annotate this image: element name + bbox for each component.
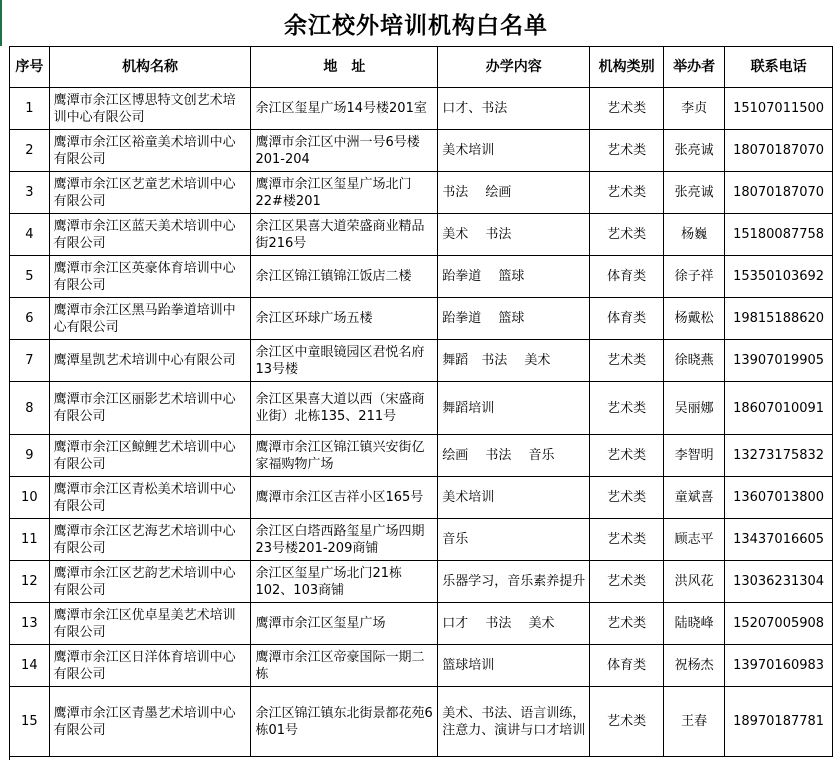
cell-organizer[interactable]: 李贞 xyxy=(664,88,725,130)
cell-content[interactable]: 舞蹈 书法 美术 xyxy=(438,340,590,382)
cell-organizer[interactable]: 王春 xyxy=(664,687,725,757)
cell-organizer[interactable]: 徐晓燕 xyxy=(664,340,725,382)
cell-category[interactable]: 体育类 xyxy=(590,645,664,687)
cell-content[interactable]: 乐器学习，音乐素养提升 xyxy=(438,561,590,603)
table-row xyxy=(10,256,833,298)
cell-name[interactable]: 鹰潭市余江区蓝天美术培训中心有限公司 xyxy=(49,214,251,256)
cell-organizer[interactable]: 童斌喜 xyxy=(664,477,725,519)
cell-no[interactable]: 12 xyxy=(10,561,50,603)
cell-phone[interactable]: 18070187070 xyxy=(725,130,833,172)
cell-no[interactable]: 4 xyxy=(10,214,50,256)
cell-organizer[interactable]: 吴丽娜 xyxy=(664,382,725,435)
cell-name[interactable]: 鹰潭市余江区英豪体育培训中心有限公司 xyxy=(49,256,251,298)
cell-phone[interactable]: 15180087758 xyxy=(725,214,833,256)
cell-content[interactable]: 舞蹈培训 xyxy=(438,382,590,435)
table-row xyxy=(10,687,833,757)
cell-phone[interactable]: 18607010091 xyxy=(725,382,833,435)
table-row xyxy=(10,88,833,130)
cell-category[interactable]: 艺术类 xyxy=(590,340,664,382)
cell-phone[interactable]: 13036231304 xyxy=(725,561,833,603)
cell-name[interactable]: 鹰潭市余江区艺童艺术培训中心有限公司 xyxy=(49,172,251,214)
cell-content[interactable]: 跆拳道 篮球 xyxy=(438,256,590,298)
cell-name[interactable]: 鹰潭市余江区艺韵艺术培训中心有限公司 xyxy=(49,561,251,603)
cell-organizer[interactable]: 李智明 xyxy=(664,435,725,477)
selected-cell-indicator xyxy=(0,0,10,46)
header-address[interactable]: 地 址 xyxy=(251,47,438,88)
table-row xyxy=(10,435,833,477)
cell-no[interactable]: 5 xyxy=(10,256,50,298)
cell-phone[interactable]: 15350103692 xyxy=(725,256,833,298)
cell-category[interactable]: 艺术类 xyxy=(590,603,664,645)
cell-name[interactable]: 鹰潭市余江区优卓星美艺术培训有限公司 xyxy=(49,603,251,645)
cell-phone[interactable]: 15107011500 xyxy=(725,88,833,130)
cell-address[interactable]: 鹰潭市余江区玺星广场 xyxy=(251,603,438,645)
table-row xyxy=(10,645,833,687)
table-row xyxy=(10,603,833,645)
cell-no[interactable]: 14 xyxy=(10,645,50,687)
header-row xyxy=(10,47,833,88)
cell-category[interactable]: 艺术类 xyxy=(590,519,664,561)
cell-organizer[interactable]: 陆晓峰 xyxy=(664,603,725,645)
cell-name[interactable]: 鹰潭市余江区裕童美术培训中心有限公司 xyxy=(49,130,251,172)
cell-name[interactable]: 鹰潭市余江区丽影艺术培训中心有限公司 xyxy=(49,382,251,435)
cell-address[interactable]: 余江区果喜大道以西（宋盛商业街）北栋135、211号 xyxy=(251,382,438,435)
cell-no[interactable]: 2 xyxy=(10,130,50,172)
cell-organizer[interactable]: 顾志平 xyxy=(664,519,725,561)
cell-no[interactable]: 8 xyxy=(10,382,50,435)
table-row xyxy=(10,477,833,519)
cell-no[interactable]: 10 xyxy=(10,477,50,519)
cell-name[interactable]: 鹰潭星凯艺术培训中心有限公司 xyxy=(49,340,251,382)
cell-content[interactable]: 书法 绘画 xyxy=(438,172,590,214)
table-row xyxy=(10,298,833,340)
cell-organizer[interactable]: 杨巍 xyxy=(664,214,725,256)
cell-no[interactable]: 7 xyxy=(10,340,50,382)
cell-address[interactable]: 余江区果喜大道荣盛商业精品街216号 xyxy=(251,214,438,256)
cell-phone[interactable]: 13970160983 xyxy=(725,645,833,687)
header-no[interactable]: 序号 xyxy=(10,47,50,88)
cell-category[interactable]: 艺术类 xyxy=(590,382,664,435)
cell-category[interactable]: 艺术类 xyxy=(590,88,664,130)
cell-name[interactable]: 鹰潭市余江区日洋体育培训中心有限公司 xyxy=(49,645,251,687)
table-row xyxy=(10,130,833,172)
cell-name[interactable]: 鹰潭市余江区青墨艺术培训中心有限公司 xyxy=(49,687,251,757)
cell-address[interactable]: 鹰潭市余江区帝豪国际一期二栋 xyxy=(251,645,438,687)
cell-no[interactable]: 6 xyxy=(10,298,50,340)
cell-phone[interactable]: 13437016605 xyxy=(725,519,833,561)
header-content[interactable]: 办学内容 xyxy=(438,47,590,88)
cell-no[interactable]: 15 xyxy=(10,687,50,757)
cell-category[interactable]: 艺术类 xyxy=(590,214,664,256)
cell-phone[interactable]: 13273175832 xyxy=(725,435,833,477)
cell-name[interactable]: 鹰潭市余江区黑马跆拳道培训中心有限公司 xyxy=(49,298,251,340)
cell-content[interactable]: 美术培训 xyxy=(438,130,590,172)
cell-category[interactable]: 艺术类 xyxy=(590,561,664,603)
header-phone[interactable]: 联系电话 xyxy=(725,47,833,88)
header-name[interactable]: 机构名称 xyxy=(49,47,251,88)
cell-category[interactable]: 体育类 xyxy=(590,298,664,340)
cell-no[interactable]: 11 xyxy=(10,519,50,561)
cell-address[interactable]: 鹰潭市余江区吉祥小区165号 xyxy=(251,477,438,519)
cell-content[interactable]: 篮球培训 xyxy=(438,645,590,687)
cell-category[interactable]: 艺术类 xyxy=(590,130,664,172)
cell-category[interactable]: 体育类 xyxy=(590,256,664,298)
cell-phone[interactable]: 13907019905 xyxy=(725,340,833,382)
cell-no[interactable]: 1 xyxy=(10,88,50,130)
cell-content[interactable]: 音乐 xyxy=(438,519,590,561)
cell-organizer[interactable]: 徐子祥 xyxy=(664,256,725,298)
cell-address[interactable]: 鹰潭市余江区中洲一号6号楼201-204 xyxy=(251,130,438,172)
cell-address[interactable]: 余江区玺星广场14号楼201室 xyxy=(251,88,438,130)
cell-address[interactable]: 鹰潭市余江区锦江镇兴安街亿家福购物广场 xyxy=(251,435,438,477)
table-row xyxy=(10,519,833,561)
cell-address[interactable]: 余江区锦江镇锦江饭店二楼 xyxy=(251,256,438,298)
cell-no[interactable]: 13 xyxy=(10,603,50,645)
cell-category[interactable]: 艺术类 xyxy=(590,435,664,477)
cell-phone[interactable]: 15207005908 xyxy=(725,603,833,645)
table-row xyxy=(10,382,833,435)
table-row xyxy=(10,214,833,256)
cell-category[interactable]: 艺术类 xyxy=(590,687,664,757)
cell-content[interactable]: 美术 书法 xyxy=(438,214,590,256)
table-row xyxy=(10,561,833,603)
cell-no[interactable]: 3 xyxy=(10,172,50,214)
cell-name[interactable]: 鹰潭市余江区艺海艺术培训中心有限公司 xyxy=(49,519,251,561)
cell-no[interactable]: 9 xyxy=(10,435,50,477)
cell-organizer[interactable]: 祝杨杰 xyxy=(664,645,725,687)
cell-phone[interactable]: 18070187070 xyxy=(725,172,833,214)
cell-address[interactable]: 余江区中童眼镜园区君悦名府13号楼 xyxy=(251,340,438,382)
cell-content[interactable]: 美术培训 xyxy=(438,477,590,519)
cell-organizer[interactable]: 洪风花 xyxy=(664,561,725,603)
table-row xyxy=(10,172,833,214)
cell-address[interactable]: 余江区锦江镇东北街景都花苑6栋01号 xyxy=(251,687,438,757)
cell-name[interactable]: 鹰潭市余江区青松美术培训中心有限公司 xyxy=(49,477,251,519)
header-organizer[interactable]: 举办者 xyxy=(664,47,725,88)
cell-content[interactable]: 美术、书法、语言训练，注意力、演讲与口才培训 xyxy=(438,687,590,757)
cell-phone[interactable]: 18970187781 xyxy=(725,687,833,757)
cell-phone[interactable]: 13607013800 xyxy=(725,477,833,519)
header-category[interactable]: 机构类别 xyxy=(590,47,664,88)
cell-name[interactable]: 鹰潭市余江区鲸鲤艺术培训中心有限公司 xyxy=(49,435,251,477)
cell-address[interactable]: 余江区白塔西路玺星广场四期23号楼201-209商铺 xyxy=(251,519,438,561)
cell-phone[interactable]: 19815188620 xyxy=(725,298,833,340)
cell-organizer[interactable]: 杨戴松 xyxy=(664,298,725,340)
table-row xyxy=(10,340,833,382)
cell-content[interactable]: 跆拳道 篮球 xyxy=(438,298,590,340)
cell-organizer[interactable]: 张亮诚 xyxy=(664,172,725,214)
cell-address[interactable]: 鹰潭市余江区玺星广场北门22#楼201 xyxy=(251,172,438,214)
whitelist-table xyxy=(9,46,833,757)
cell-content[interactable]: 口才 书法 美术 xyxy=(438,603,590,645)
cell-category[interactable]: 艺术类 xyxy=(590,172,664,214)
cell-address[interactable]: 余江区环球广场五楼 xyxy=(251,298,438,340)
cell-address[interactable]: 余江区玺星广场北门21栋102、103商铺 xyxy=(251,561,438,603)
cell-organizer[interactable]: 张亮诚 xyxy=(664,130,725,172)
page-title[interactable]: 余江校外培训机构白名单 xyxy=(284,11,548,39)
cell-content[interactable]: 口才、书法 xyxy=(438,88,590,130)
cell-name[interactable]: 鹰潭市余江区博思特文创艺术培训中心有限公司 xyxy=(49,88,251,130)
cell-content[interactable]: 绘画 书法 音乐 xyxy=(438,435,590,477)
cell-category[interactable]: 艺术类 xyxy=(590,477,664,519)
